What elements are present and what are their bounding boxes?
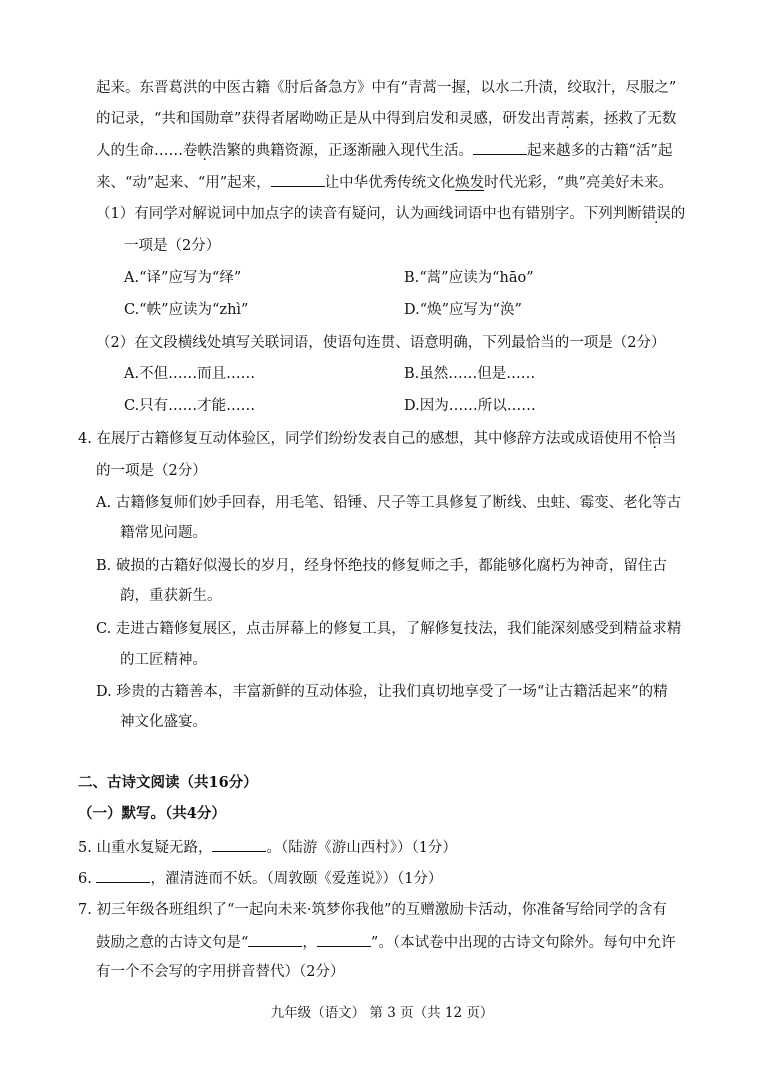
subsection-title: （一）默写。（共4分） [78, 805, 226, 822]
q5 [78, 837, 457, 858]
text: 起来。东晋葛洪的中医古籍《肘后备急方》中有“青蒿一握，以水二升渍，绞取汁，尽服之” [96, 80, 677, 96]
q4-stem-line2: 的一项是（2分） [96, 463, 207, 479]
text: 的记录，“共和国勋章”获得者屠呦呦正是从中得到启发和灵感，研发出青 [96, 111, 561, 127]
page-footer: 九年级（语文） 第 3 页（共 12 页） [270, 1005, 494, 1021]
underlined-word: 焕发 [455, 175, 485, 191]
q7-line-2 [96, 932, 676, 953]
option-a[interactable]: A.不但……而且…… [124, 366, 256, 382]
q6 [78, 868, 442, 889]
passage-line-1 [96, 78, 676, 98]
passage-line-4 [96, 172, 673, 193]
option-a[interactable]: A. 古籍修复师们妙手回春，用毛笔、铅锤、尺子等工具修复了断线、虫蛀、霉变、老化等古 [96, 495, 682, 511]
text: 的 [670, 206, 686, 222]
q7-line-3: 有一个不会写的字用拼音替代）（2分） [96, 964, 345, 980]
text: 素，拯救了无数 [574, 111, 677, 127]
text: 时代光彩，“典”亮美好未来。 [484, 175, 673, 191]
option-d-cont: 神文化盛宴。 [120, 714, 207, 730]
option-c[interactable]: C. 走进古籍修复展区，点击屏幕上的修复工具，了解修复技法，我们能深刻感受到精益求精 [96, 621, 682, 637]
option-b[interactable]: B. 破损的古籍好似漫长的岁月，经身怀绝技的修复师之手，都能够化腐朽为神奇，留住古 [96, 558, 667, 574]
text: ， [302, 935, 317, 951]
dotted-word: 错误 [641, 206, 671, 222]
option-c[interactable]: C.“帙”应读为“zhì” [124, 302, 249, 318]
dotted-word: 不恰当 [632, 431, 677, 447]
text: ”。（本试卷中出现的古诗文句除外。每句中允许 [370, 935, 676, 951]
dotted-char: 蒿 [560, 111, 575, 127]
option-d[interactable]: D.因为……所以…… [404, 398, 536, 414]
q4-stem [78, 429, 676, 449]
q7-line-1: 7. 初三年级各班组织了“一起向未来·筑梦你我他”的互赠激励卡活动，你准备写给同学的含有 [78, 902, 667, 918]
text: 浩繁的典籍资源，正逐渐融入现代生活。 [212, 143, 473, 159]
option-c[interactable]: C.只有……才能…… [124, 398, 256, 414]
text: 人的生命……卷 [96, 143, 198, 159]
option-b[interactable]: B.“蒿”应读为“hāo” [404, 270, 534, 286]
answer-blank[interactable] [96, 868, 150, 883]
text: 6. [78, 871, 97, 887]
passage-line-2 [96, 109, 676, 129]
text: 5. 山重水复疑无路， [78, 840, 213, 856]
answer-blank[interactable] [212, 837, 266, 852]
option-d[interactable]: D. 珍贵的古籍善本，丰富新鲜的互动体验，让我们真切地享受了一场“让古籍活起来”的精 [96, 684, 668, 700]
answer-blank[interactable] [271, 172, 325, 187]
text: 让中华优秀传统文化 [324, 175, 456, 191]
section-title: 二、古诗文阅读（共16分） [78, 774, 258, 791]
q3-1-stem [96, 204, 685, 224]
text: 鼓励之意的古诗文句是“ [96, 935, 249, 951]
option-a[interactable]: A.“译”应写为“绎” [124, 270, 242, 286]
answer-blank[interactable] [473, 140, 527, 155]
option-d[interactable]: D.“焕”应写为“涣” [404, 302, 522, 318]
text: 4. 在展厅古籍修复互动体验区，同学们纷纷发表自己的感想，其中修辞方法或成语使用 [78, 431, 633, 447]
option-c-cont: 的工匠精神。 [120, 652, 207, 668]
answer-blank[interactable] [317, 932, 371, 947]
dotted-char: 帙 [197, 143, 212, 159]
q3-2-stem: （2）在文段横线处填写关联词语，使语句连贯、语意明确，下列最恰当的一项是（2分） [96, 335, 666, 351]
answer-blank[interactable] [248, 932, 302, 947]
text: 来、“动”起来、“用”起来， [96, 175, 271, 191]
text: 。（陆游《游山西村》）（1分） [266, 840, 457, 856]
option-a-cont: 籍常见问题。 [120, 525, 207, 541]
option-b-cont: 韵，重获新生。 [120, 588, 222, 604]
option-b[interactable]: B.虽然……但是…… [404, 366, 536, 382]
text: ，濯清涟而不妖。（周敦颐《爱莲说》）（1分） [150, 871, 443, 887]
passage-line-3 [96, 140, 672, 161]
text: 起来越多的古籍“活”起 [527, 143, 673, 159]
q3-1-stem-line2: 一项是（2分） [124, 238, 221, 254]
text: （1）有同学对解说词中加点字的读音有疑问，认为画线词语中也有错别字。下列判断 [96, 206, 642, 222]
